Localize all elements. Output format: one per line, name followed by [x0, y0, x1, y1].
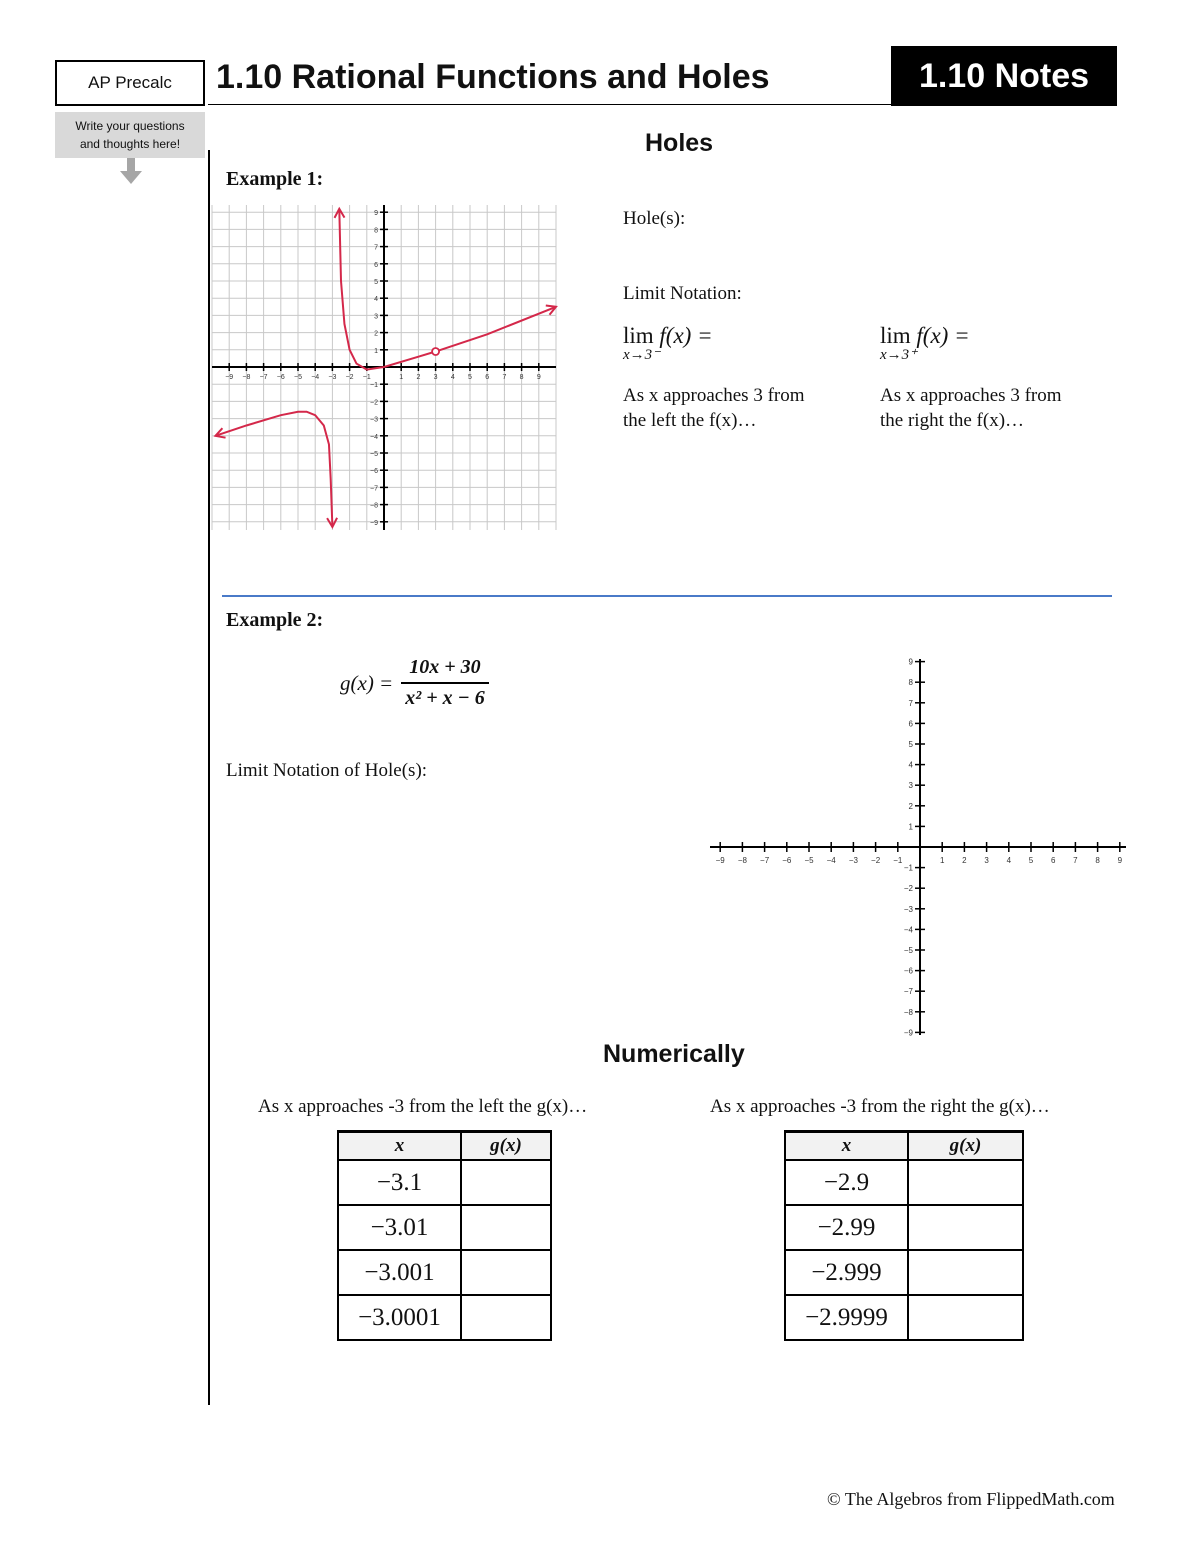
right-lim-fx: f(x) = — [916, 323, 970, 348]
table-row — [785, 1205, 1023, 1250]
g-answer-cell[interactable] — [908, 1160, 1023, 1205]
x-tick-label: −3 — [848, 856, 858, 865]
notes-tip-box — [55, 112, 205, 158]
y-tick-label: 7 — [908, 698, 913, 708]
left-lim-word: lim — [623, 323, 654, 348]
y-tick-label: 1 — [908, 822, 913, 832]
col-x-header: x — [785, 1132, 908, 1161]
y-tick-label: −8 — [903, 1007, 913, 1017]
x-value-cell: −3.001 — [338, 1250, 461, 1295]
course-label: AP Precalc — [88, 73, 172, 92]
x-tick-label: −9 — [225, 374, 234, 381]
x-tick-label: 5 — [1028, 856, 1034, 865]
holes-label: Hole(s): — [623, 208, 686, 229]
x-value-cell: −3.01 — [338, 1205, 461, 1250]
y-tick-label: 5 — [908, 740, 913, 749]
g-answer-cell[interactable] — [908, 1205, 1023, 1250]
x-tick-label: −8 — [737, 856, 747, 865]
x-value-cell: −3.1 — [338, 1160, 461, 1205]
tip-line-2: and thoughts here! — [79, 137, 181, 151]
x-tick-label: −6 — [276, 374, 285, 381]
x-tick-label: 7 — [1073, 856, 1078, 865]
rational-function — [340, 656, 489, 710]
x-tick-label: 4 — [1006, 856, 1012, 865]
limit-notation-label: Limit Notation: — [623, 283, 742, 304]
left-lim-fx: f(x) = — [659, 323, 713, 348]
x-tick-label: −7 — [259, 374, 268, 381]
col-g-header: g(x) — [908, 1132, 1023, 1161]
table-row — [338, 1160, 551, 1205]
denominator: x² + x − 6 — [401, 682, 489, 710]
table-row — [785, 1160, 1023, 1205]
y-tick-label: 2 — [374, 330, 378, 338]
hole-point — [432, 348, 439, 355]
x-value-cell: −2.999 — [785, 1250, 908, 1295]
table-header-row — [338, 1132, 551, 1161]
left-value-table — [337, 1130, 552, 1341]
x-tick-label: 1 — [939, 856, 945, 865]
example-2-label: Example 2: — [226, 609, 324, 631]
left-lim-subscript: x→3⁻ — [623, 347, 661, 363]
y-tick-label: 7 — [374, 244, 378, 252]
down-arrow-icon — [118, 158, 144, 186]
x-tick-label: 3 — [984, 856, 989, 865]
x-tick-label: 6 — [1050, 856, 1056, 865]
y-tick-label: 2 — [908, 801, 913, 811]
right-value-table — [784, 1130, 1024, 1341]
g-answer-cell[interactable] — [461, 1250, 551, 1295]
x-tick-label: −9 — [715, 856, 725, 865]
x-tick-label: −2 — [871, 856, 881, 865]
x-tick-label: 2 — [962, 856, 967, 865]
y-tick-label: 6 — [374, 261, 378, 269]
right-desc-line-1: As x approaches 3 from — [880, 385, 1062, 406]
left-limit-description — [623, 383, 805, 433]
section-divider — [222, 595, 1112, 597]
y-tick-label: −3 — [903, 904, 913, 914]
y-tick-label: 4 — [908, 760, 913, 770]
x-tick-label: 2 — [416, 374, 421, 381]
g-answer-cell[interactable] — [461, 1295, 551, 1340]
example-1-label: Example 1: — [226, 168, 324, 190]
left-desc-line-1: As x approaches 3 from — [623, 385, 805, 406]
y-tick-label: 3 — [374, 313, 378, 321]
x-tick-label: 9 — [1117, 856, 1123, 865]
x-tick-label: −7 — [760, 856, 770, 865]
table-row — [338, 1205, 551, 1250]
numerator: 10x + 30 — [409, 656, 481, 678]
right-limit-description — [880, 383, 1062, 433]
x-tick-label: 3 — [433, 374, 438, 381]
g-answer-cell[interactable] — [461, 1205, 551, 1250]
x-value-cell: −3.0001 — [338, 1295, 461, 1340]
x-tick-label: 9 — [536, 374, 541, 381]
right-lim-word: lim — [880, 323, 911, 348]
y-tick-label: −5 — [903, 946, 913, 955]
x-tick-label: 8 — [519, 374, 524, 381]
y-tick-label: −4 — [370, 433, 378, 441]
x-tick-label: −3 — [328, 374, 337, 381]
y-tick-label: −9 — [903, 1028, 913, 1038]
fraction — [401, 656, 489, 710]
y-tick-label: −2 — [903, 884, 913, 894]
x-tick-label: −8 — [242, 374, 251, 381]
y-tick-label: −1 — [370, 382, 378, 390]
left-desc-line-2: the left the f(x)… — [623, 410, 757, 431]
example-2-blank-axes — [708, 655, 1133, 1040]
table-row — [338, 1250, 551, 1295]
x-tick-label: 8 — [1095, 856, 1100, 865]
y-tick-label: 4 — [374, 296, 378, 304]
left-limit-expression — [623, 323, 713, 364]
y-tick-label: 9 — [908, 657, 913, 667]
y-tick-label: −9 — [370, 519, 378, 527]
page-title: 1.10 Rational Functions and Holes — [216, 58, 770, 96]
x-value-cell: −2.9 — [785, 1160, 908, 1205]
col-g-header: g(x) — [461, 1132, 551, 1161]
g-answer-cell[interactable] — [908, 1250, 1023, 1295]
y-tick-label: −1 — [903, 863, 913, 873]
x-tick-label: −4 — [311, 374, 320, 381]
table-row — [785, 1250, 1023, 1295]
x-value-cell: −2.9999 — [785, 1295, 908, 1340]
table-row — [338, 1295, 551, 1340]
x-tick-label: −1 — [362, 374, 371, 381]
right-lim-subscript: x→3⁺ — [880, 347, 918, 363]
x-tick-label: 6 — [485, 374, 490, 381]
y-tick-label: −4 — [903, 925, 913, 935]
title-underline — [208, 104, 892, 105]
table-header-row — [785, 1132, 1023, 1161]
y-tick-label: −5 — [370, 451, 378, 458]
x-tick-label: −4 — [826, 856, 836, 865]
notes-badge — [891, 46, 1117, 106]
y-tick-label: −7 — [903, 987, 913, 997]
x-value-cell: −2.99 — [785, 1205, 908, 1250]
tip-line-1: Write your questions — [75, 119, 185, 133]
y-tick-label: 8 — [374, 227, 378, 235]
x-tick-label: −5 — [294, 374, 302, 381]
y-tick-label: 8 — [908, 678, 913, 688]
notes-badge-label: 1.10 Notes — [918, 56, 1090, 95]
y-tick-label: 5 — [374, 279, 378, 286]
g-answer-cell[interactable] — [461, 1160, 551, 1205]
y-tick-label: 6 — [908, 719, 913, 729]
y-tick-label: 9 — [374, 210, 378, 218]
numerically-heading: Numerically — [603, 1040, 745, 1068]
col-x-header: x — [338, 1132, 461, 1161]
function-lhs: g(x) = — [340, 670, 394, 695]
curve-right-branch — [339, 209, 556, 370]
x-tick-label: 7 — [502, 374, 507, 381]
y-tick-label: −6 — [370, 468, 378, 476]
x-tick-label: −2 — [345, 374, 354, 381]
y-tick-label: −8 — [370, 502, 378, 510]
y-tick-label: −6 — [903, 966, 913, 976]
x-tick-label: −5 — [804, 856, 814, 865]
table-row — [785, 1295, 1023, 1340]
y-tick-label: −2 — [370, 399, 378, 407]
footer-copyright: © The Algebros from FlippedMath.com — [827, 1489, 1115, 1509]
y-tick-label: −3 — [370, 416, 378, 424]
g-answer-cell[interactable] — [908, 1295, 1023, 1340]
example-1-graph — [210, 205, 570, 530]
holes-heading: Holes — [645, 129, 714, 157]
course-box — [55, 60, 205, 106]
x-tick-label: 5 — [468, 374, 472, 381]
y-tick-label: −7 — [370, 485, 378, 493]
left-table-caption: As x approaches -3 from the left the g(x)… — [258, 1096, 588, 1117]
x-tick-label: −6 — [782, 856, 792, 865]
x-tick-label: −1 — [893, 856, 903, 865]
x-tick-label: 1 — [399, 374, 404, 381]
right-desc-line-2: the right the f(x)… — [880, 410, 1025, 431]
right-table-caption: As x approaches -3 from the right the g(x)… — [710, 1096, 1050, 1117]
limit-notation-holes-label: Limit Notation of Hole(s): — [226, 760, 428, 781]
y-tick-label: 1 — [374, 347, 378, 355]
right-limit-expression — [880, 323, 970, 364]
y-tick-label: 3 — [908, 781, 913, 791]
x-tick-label: 4 — [450, 374, 455, 381]
